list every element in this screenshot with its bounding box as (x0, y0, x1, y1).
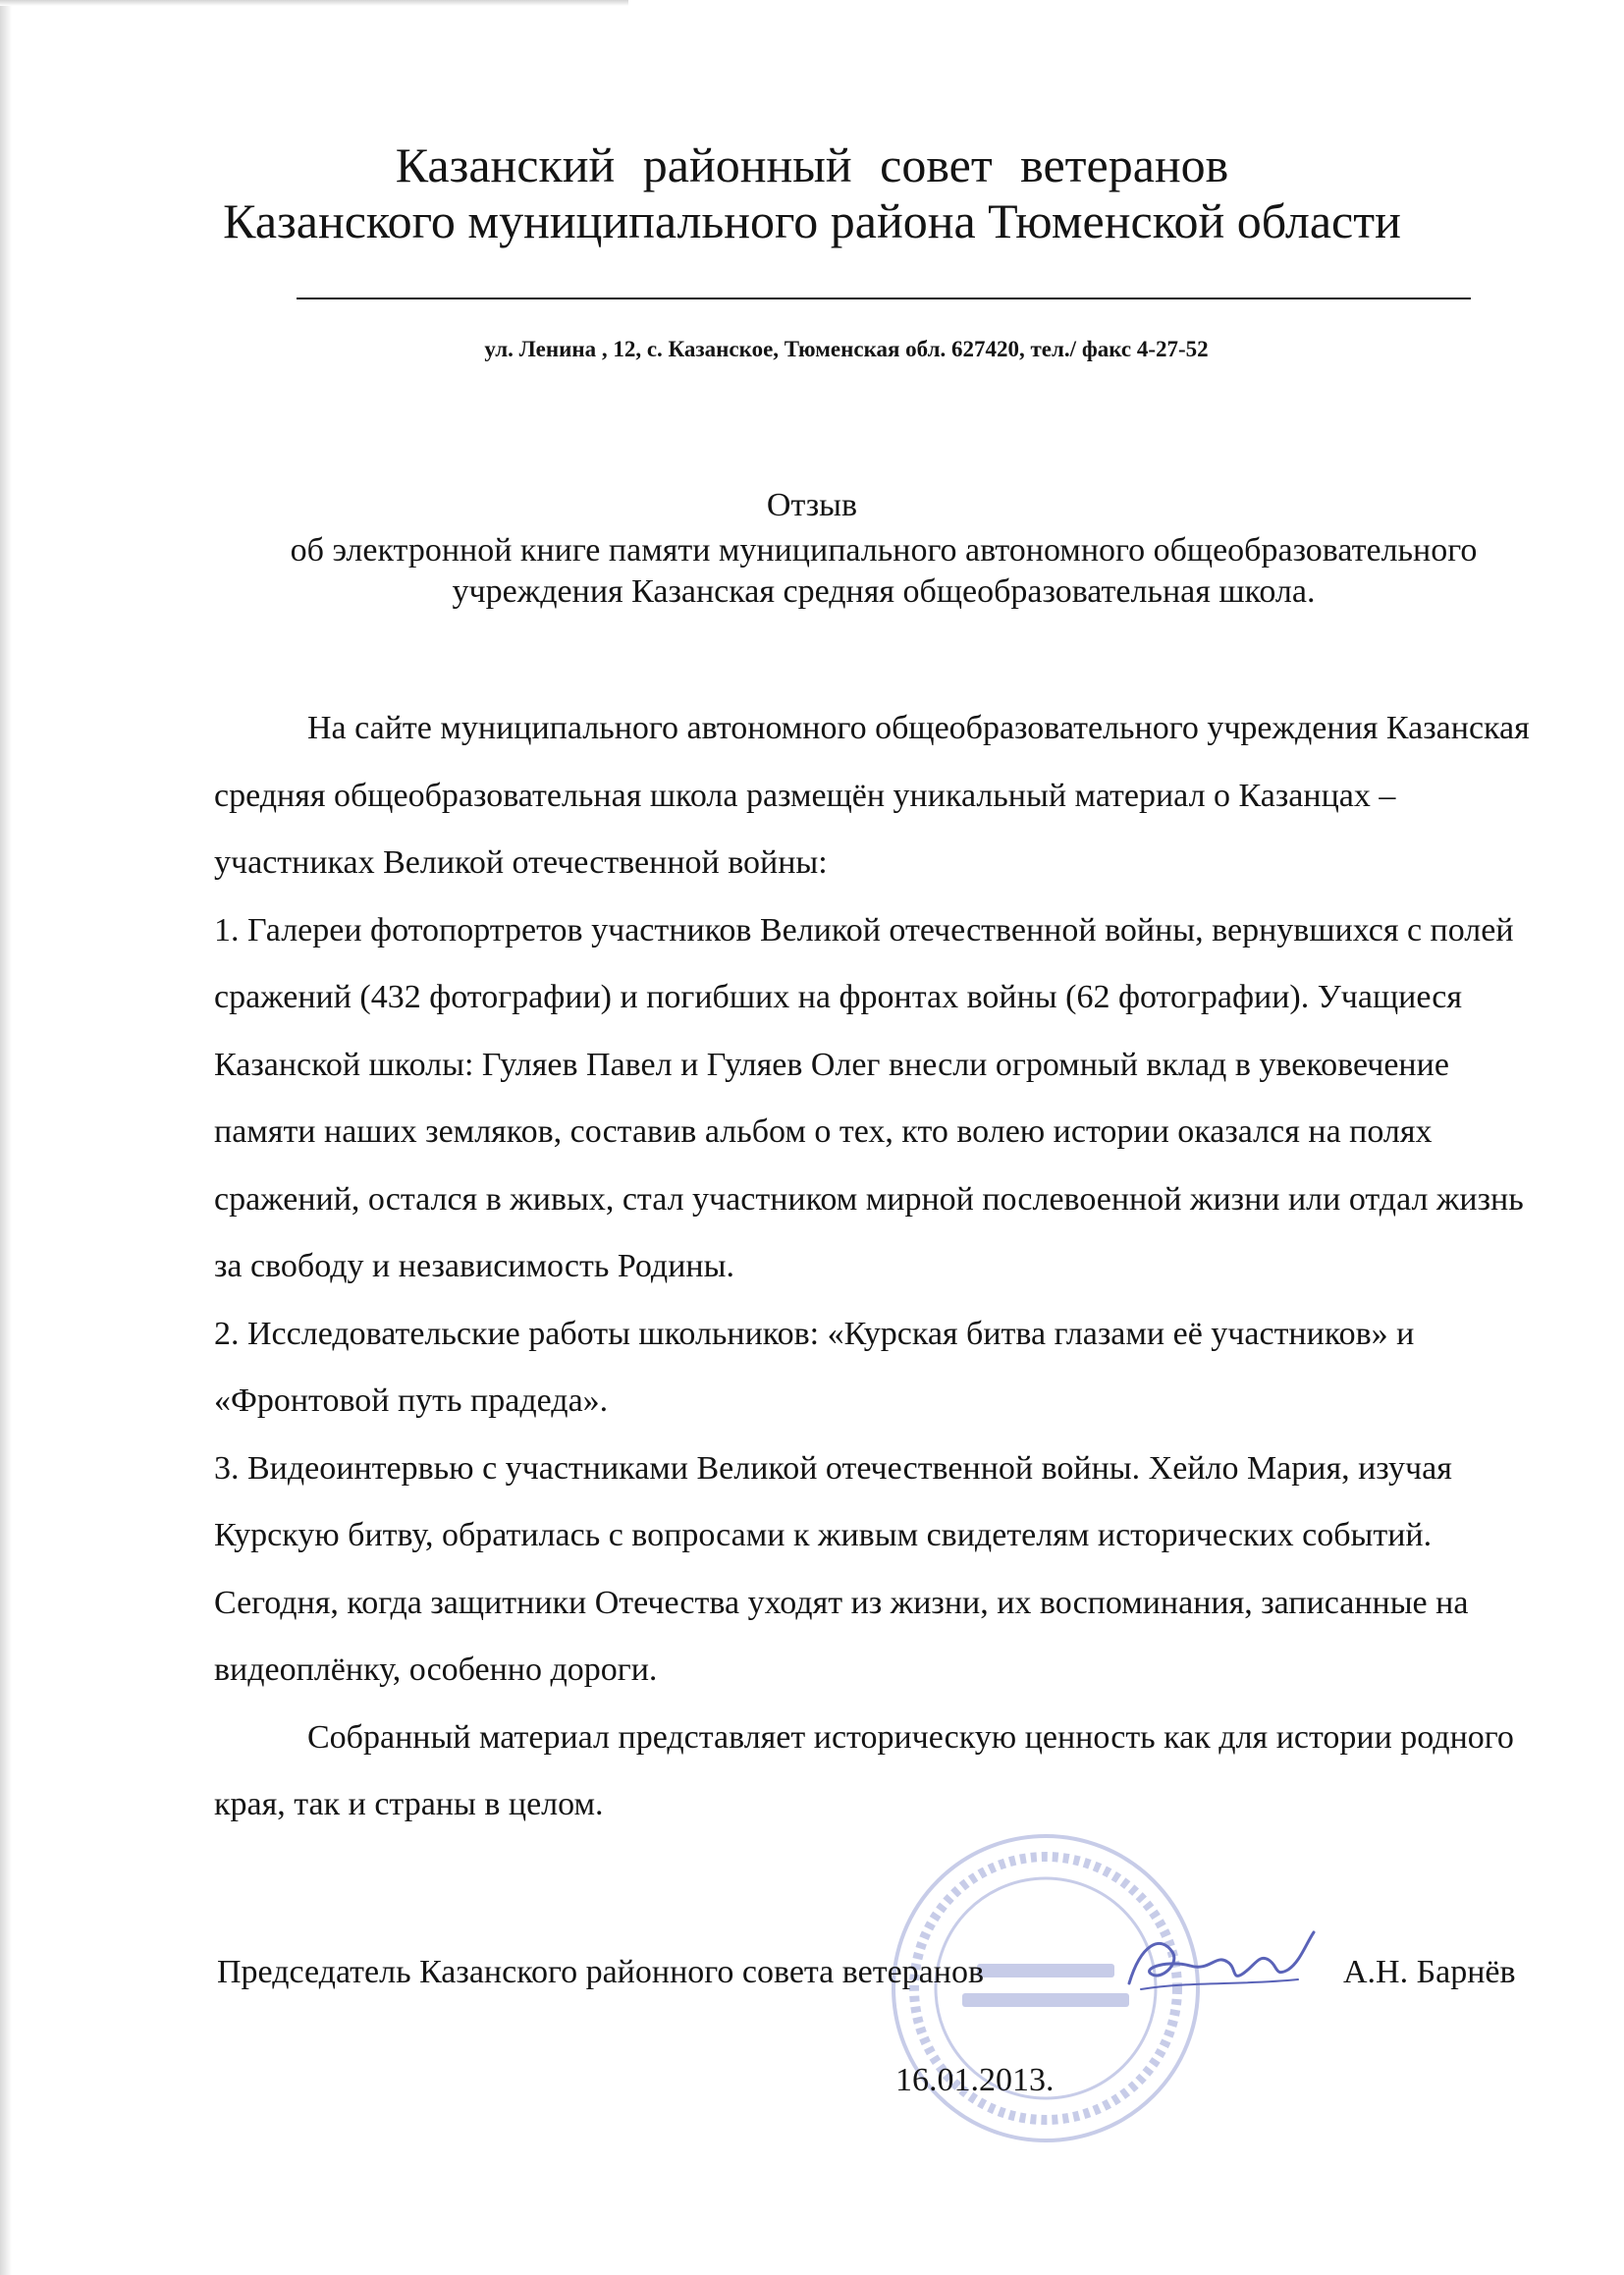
signature-flourish (1141, 1979, 1298, 1989)
stamp-center-text (962, 1993, 1129, 2007)
stamp-center-text (977, 1964, 1114, 1977)
document-title: Отзыв (766, 487, 858, 523)
document-date: 16.01.2013. (895, 2062, 1055, 2098)
document-body (214, 695, 1549, 1839)
header-divider (297, 298, 1471, 299)
list-item-3: 3. Видеоинтервью с участниками Великой отечественной войны. Хейло Мария, изучая Курскую битву, обратилась с вопросами к живым свидетелям исторических событий. Сегодня, когда защитники Отечества уходят из жизни, их воспоминания, записанные на видеоплёнку, особенно дороги. (214, 1449, 1469, 1688)
signature-stroke (1129, 1932, 1314, 1983)
scan-edge-top (0, 0, 628, 6)
conclusion-paragraph: Собранный материал представляет историческую ценность как для истории родного края, так и страны в целом. (214, 1718, 1514, 1822)
handwritten-signature (1121, 1924, 1318, 2003)
list-item-2: 2. Исследовательские работы школьников: «Курская битва глазами её участников» и «Фронтовой путь прадеда». (214, 1315, 1415, 1419)
signatory-name: А.Н. Барнёв (1343, 1954, 1516, 1990)
organization-name: Казанский районный совет ветеранов (395, 137, 1229, 192)
signatory-role: Председатель Казанского районного совета ветеранов (217, 1954, 985, 1990)
organization-address: ул. Ленина , 12, с. Казанское, Тюменская обл. 627420, тел./ факс 4-27-52 (484, 337, 1209, 361)
list-item-1: 1. Галереи фотопортретов участников Великой отечественной войны, вернувшихся с полей сражений (432 фотографии) и погибших на фронтах войны (62 фотографии). Учащиеся Казанской школы: Гуляев Павел и Гуляев Олег внесли огромный вклад в увековечение памяти наших земляков, составив альбом о тех, кто волею истории оказался на полях сражений, остался в живых, стал участником мирной послевоенной жизни или отдал жизнь за свободу и независимость Родины. (214, 911, 1524, 1284)
organization-region: Казанского муниципального района Тюменской области (223, 193, 1401, 248)
intro-paragraph: На сайте муниципального автономного общеобразовательного учреждения Казанская средняя общеобразовательная школа размещён уникальный материал о Казанцах – участниках Великой отечественной войны: (214, 710, 1530, 881)
document-subtitle: об электронной книге памяти муниципального автономного общеобразовательного учреждения Казанская средняя общеобразовательная школа. (290, 532, 1478, 610)
